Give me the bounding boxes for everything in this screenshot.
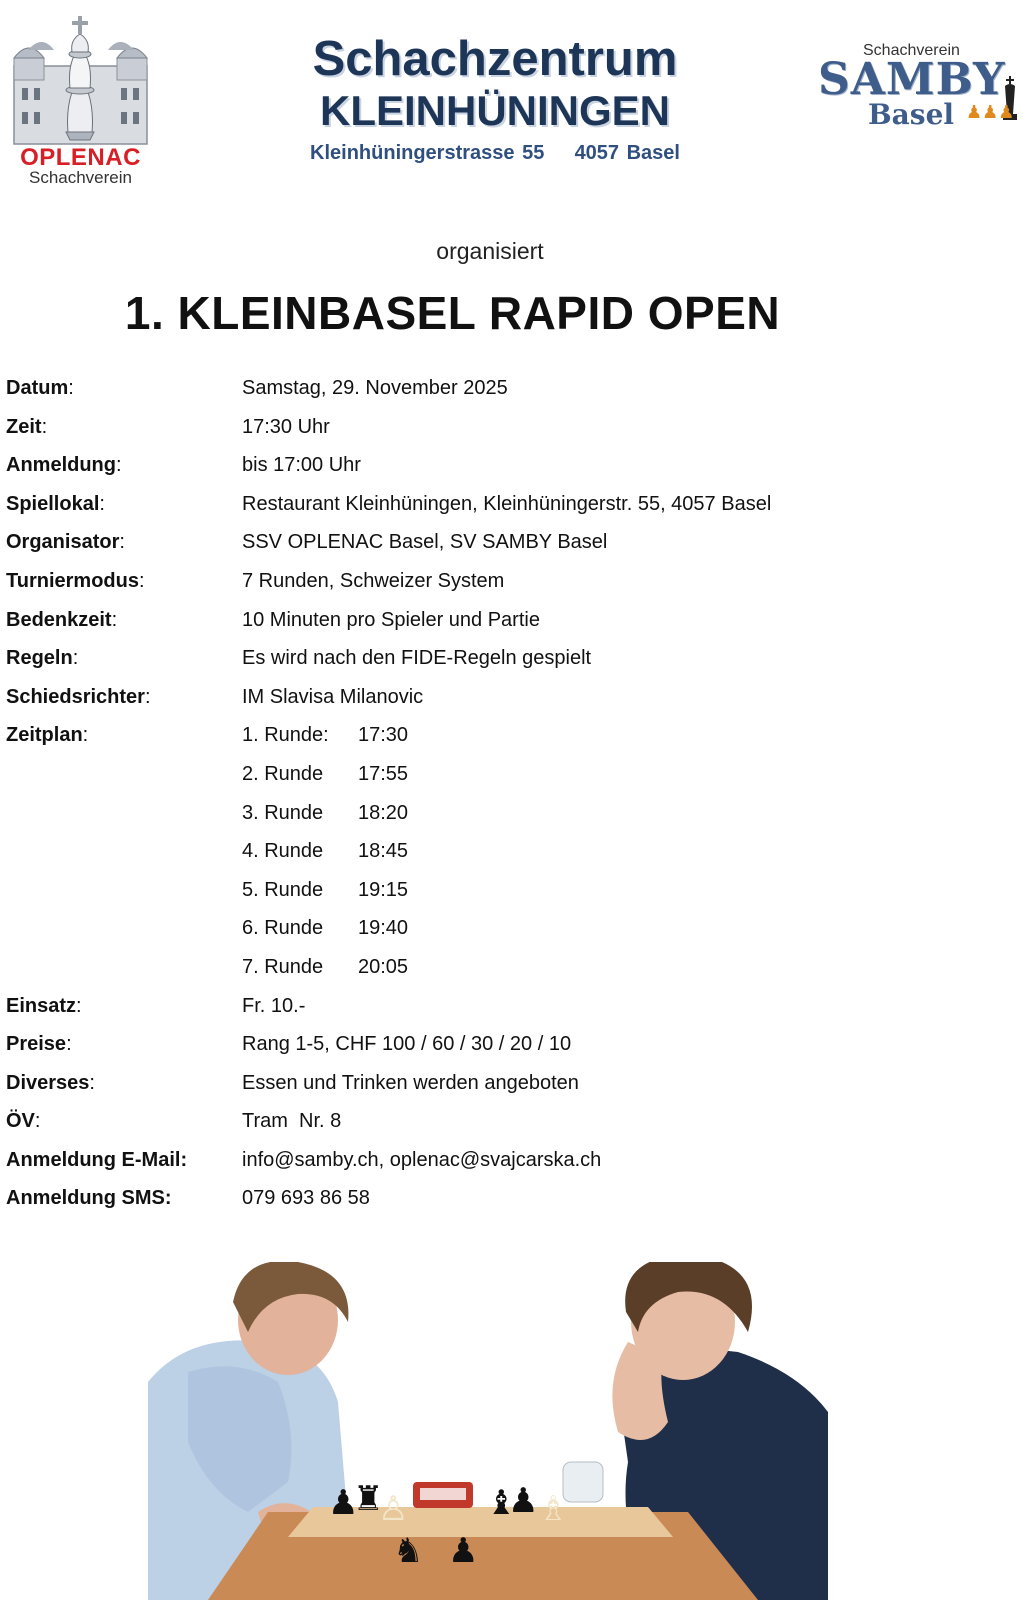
detail-label: Regeln: [6,647,79,669]
detail-row-preise [6,1032,986,1070]
detail-label: Zeit: [6,416,48,438]
detail-value: Restaurant Kleinhüningen, Kleinhüningerstr. 55, 4057 Basel [242,493,772,515]
schedule-round: 7. Runde [242,956,324,978]
schedule-row [6,801,986,839]
detail-label: Preise: [6,1033,72,1055]
schedule-row [6,878,986,916]
schedule-time: 17:30 [358,724,409,746]
samby-small-label: Schachverein [863,42,960,59]
page-title: 1. KLEINBASEL RAPID OPEN [124,287,781,339]
oplenac-logo [8,4,153,186]
schedule-time: 17:55 [358,763,409,785]
schedule-round: 4. Runde [242,840,324,862]
svg-text:♟: ♟ [448,1531,479,1571]
detail-label: Organisator: [6,531,125,553]
detail-row-sms [6,1186,986,1224]
detail-row-regeln [6,646,986,684]
schedule-round: 2. Runde [242,763,324,785]
venue-street: Kleinhüningerstrasse 55 [310,142,545,164]
detail-label: Diverses: [6,1072,95,1094]
detail-row-schiedsrichter [6,685,986,723]
detail-row-turniermodus [6,569,986,607]
detail-value: SSV OPLENAC Basel, SV SAMBY Basel [242,531,608,553]
detail-label: Bedenkzeit: [6,609,118,631]
detail-label: Anmeldung: [6,454,122,476]
schedule-round: 5. Runde [242,879,324,901]
schedule-time: 19:40 [358,917,409,939]
samby-name: SAMBY [818,54,1006,105]
detail-row-spiellokal [6,492,986,530]
detail-value: 17:30 Uhr [242,416,330,438]
schedule-time: 18:45 [358,840,409,862]
detail-label: Datum: [6,377,74,399]
schedule-row [6,839,986,877]
detail-row-bedenkzeit [6,608,986,646]
svg-text:♗: ♗ [538,1489,569,1529]
detail-label: Anmeldung E-Mail: [6,1149,188,1171]
detail-value: Rang 1-5, CHF 100 / 60 / 30 / 20 / 10 [242,1033,572,1055]
venue-address [300,142,690,165]
schedule-row [6,762,986,800]
detail-row-einsatz [6,994,986,1032]
schedule-row [6,723,986,761]
schedule-row [6,955,986,993]
detail-label: Anmeldung SMS: [6,1187,172,1209]
detail-label: Schiedsrichter: [6,686,151,708]
detail-row-zeit [6,415,986,453]
detail-row-organisator [6,530,986,568]
svg-text:♜: ♜ [353,1479,384,1519]
detail-row-oev [6,1109,986,1147]
detail-value: Fr. 10.- [242,995,306,1017]
venue-title: Schachzentrum [312,32,678,86]
venue-header [300,32,690,165]
organized-label: organisiert [436,238,544,264]
svg-text:♟: ♟ [328,1483,359,1523]
oplenac-name: OPLENAC [20,144,141,171]
detail-row-diverses [6,1071,986,1109]
detail-value: Samstag, 29. November 2025 [242,377,508,399]
schedule-round: 6. Runde [242,917,324,939]
venue-subtitle: KLEINHÜNINGEN [319,87,670,134]
detail-label: Spiellokal: [6,493,105,515]
svg-text:♝: ♝ [486,1483,517,1523]
oplenac-subtitle: Schachverein [28,168,132,187]
samby-city: Basel [868,98,955,131]
contact-email[interactable]: info@samby.ch, oplenac@svajcarska.ch [242,1149,602,1171]
venue-city: 4057 Basel [574,142,680,164]
detail-value: IM Slavisa Milanovic [242,686,424,708]
schedule-row [6,916,986,954]
detail-row-email [6,1148,986,1186]
detail-value: Es wird nach den FIDE-Regeln gespielt [242,647,592,669]
schedule-round: 3. Runde [242,802,324,824]
detail-row-anmeldung [6,453,986,491]
svg-text:♞: ♞ [393,1531,424,1571]
detail-value: 10 Minuten pro Spieler und Partie [242,609,540,631]
samby-logo [818,40,1023,140]
contact-sms[interactable]: 079 693 86 58 [242,1187,370,1209]
detail-value: Essen und Trinken werden angeboten [242,1072,579,1094]
schedule-label: Zeitplan: [6,724,89,746]
svg-text:♙: ♙ [378,1489,409,1529]
detail-value: bis 17:00 Uhr [242,454,361,476]
chess-pieces-icon: ♟♟♟ [966,102,1015,122]
detail-label: Einsatz: [6,995,82,1017]
chess-players-illustration [148,1262,828,1600]
detail-value: Tram Nr. 8 [242,1110,342,1132]
schedule-time: 18:20 [358,802,409,824]
svg-text:♟: ♟ [508,1481,539,1521]
detail-value: 7 Runden, Schweizer System [242,570,505,592]
detail-label: Turniermodus: [6,570,145,592]
detail-label: ÖV: [6,1110,41,1132]
schedule-time: 20:05 [358,956,409,978]
detail-row-datum [6,376,986,414]
schedule-time: 19:15 [358,879,409,901]
schedule-round: 1. Runde: [242,724,329,746]
chess-king-castle-icon [8,4,153,146]
